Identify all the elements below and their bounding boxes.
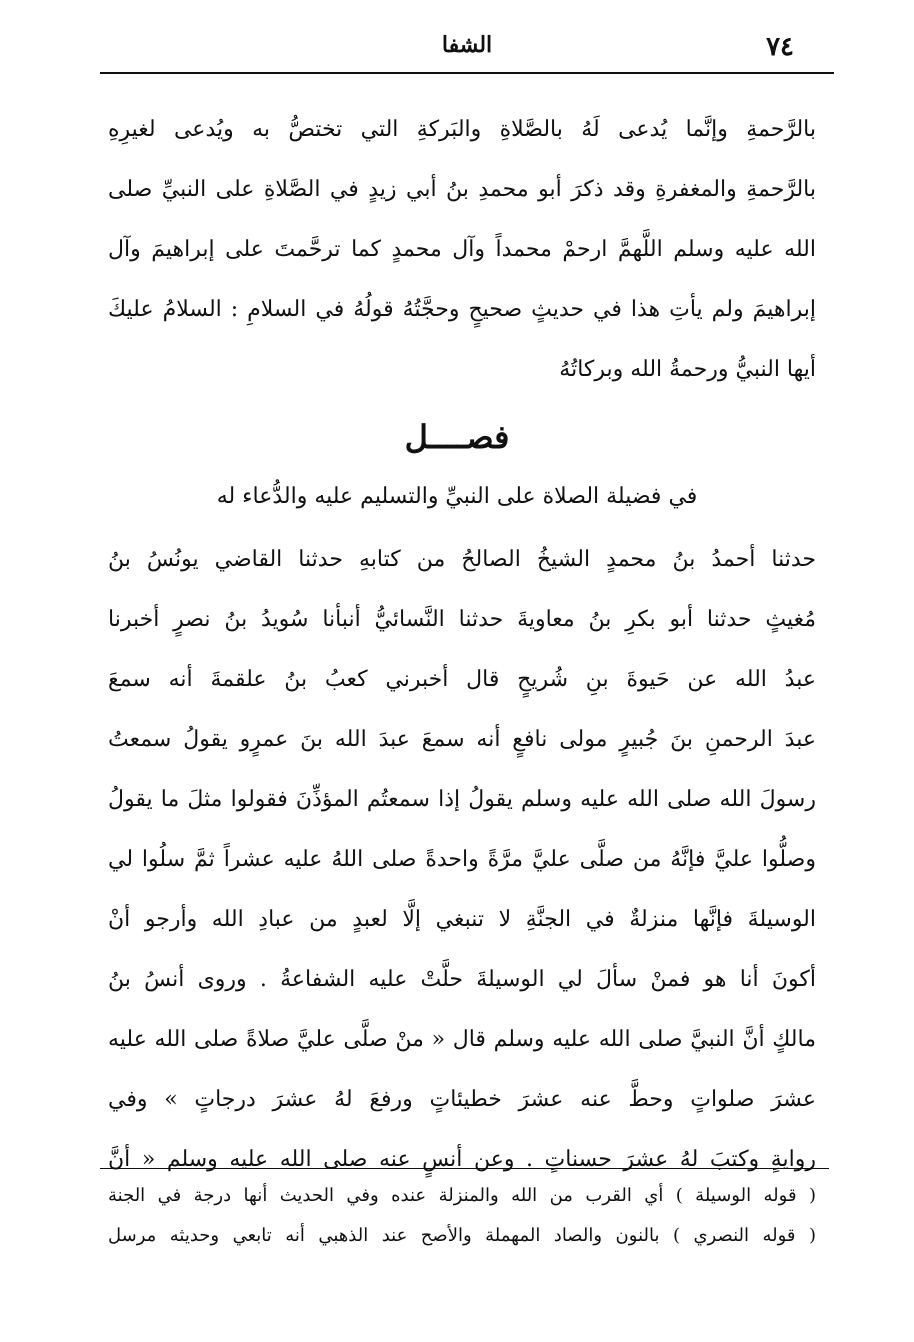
paragraph-2 [108,530,816,1190]
section-title: فصــــل [404,418,510,456]
text-line: عشرَ صلواتٍ وحطَّ عنه عشرَ خطيئاتٍ ورفعَ لهُ عشرَ درجاتٍ » وفي [108,1087,816,1112]
section-subtitle: في فضيلة الصلاة على النبيِّ والتسليم عليه والدُّعاء له [216,484,698,509]
text-line: أيها النبيُّ ورحمةُ الله وبركاتُهُ [559,357,816,382]
page-number: ٧٤ [766,32,794,62]
text-line: أكونَ أنا هو فمنْ سألَ لي الوسيلةَ حلَّتْ عليه الشفاعةُ . وروى أنسُ بنُ [108,967,816,992]
text-line: رسولَ الله صلى الله عليه وسلم يقولُ إذا سمعتُم المؤذِّنَ فقولوا مثلَ ما يقولُ [108,787,816,812]
text-line: بالرَّحمةِ وإنَّما يُدعى لَهُ بالصَّلاةِ والبَركةِ التي تختصُّ به ويُدعى لغيرِهِ [108,117,816,142]
footnote-divider [100,1168,829,1169]
text-line: روايةٍ وكتبَ لهُ عشرَ حسناتٍ . وعن أنسٍ عنه صلى الله عليه وسلم « أنَّ [108,1147,816,1172]
text-line: الله عليه وسلم اللَّهمَّ ارحمْ محمداً وآل محمدٍ كما ترحَّمتَ على إبراهيمَ وآل [108,237,816,262]
footnote: ( قوله النصري ) بالنون والصاد المهملة والأصح عند الذهبي أنه تابعي وحديثه مرسل [108,1225,816,1246]
text-line: إبراهيمَ ولم يأتِ هذا في حديثٍ صحيحٍ وحجَّتُهُ قولُهُ في السلامِ : السلامُ عليكَ [108,297,816,322]
paragraph-1 [108,100,816,400]
text-line: عبدُ الله عن حَيوةَ بنِ شُريحٍ قال أخبرني كعبُ بنُ علقمةَ أنه سمعَ [108,667,816,692]
text-line: حدثنا أحمدُ بنُ محمدٍ الشيخُ الصالحُ من كتابهِ حدثنا القاضي يونُسُ بنُ [108,547,816,572]
running-title: الشفا [441,32,493,58]
text-line: عبدَ الرحمنِ بنَ جُبيرٍ مولى نافعٍ أنه سمعَ عبدَ الله بنَ عمرٍو يقولُ سمعتُ [108,727,816,752]
text-line: وصلُّوا عليَّ فإنَّهُ من صلَّى عليَّ مرَّةً واحدةً صلى اللهُ عليه عشراً ثمَّ سلُوا لي [108,847,816,872]
footnotes [108,1176,816,1256]
text-line: مالكٍ أنَّ النبيَّ صلى الله عليه وسلم قال « منْ صلَّى عليَّ صلاةً صلى الله عليه [108,1027,816,1052]
page-header [100,28,834,74]
text-line: بالرَّحمةِ والمغفرةِ وقد ذكرَ أبو محمدِ بنُ أبي زيدٍ في الصَّلاةِ على النبيِّ صلى [108,177,816,202]
footnote: ( قوله الوسيلة ) أي القرب من الله والمنزلة عنده وفي الحديث أنها درجة في الجنة [108,1185,816,1206]
text-line: مُغيثٍ حدثنا أبو بكرِ بنُ معاويةَ حدثنا النَّسائيُّ أنبأنا سُويدُ بنُ نصرٍ أخبرنا [108,607,816,632]
text-line: الوسيلةَ فإنَّها منزلةٌ في الجنَّةِ لا تنبغي إلَّا لعبدٍ من عبادِ الله وأرجو أنْ [108,907,816,932]
